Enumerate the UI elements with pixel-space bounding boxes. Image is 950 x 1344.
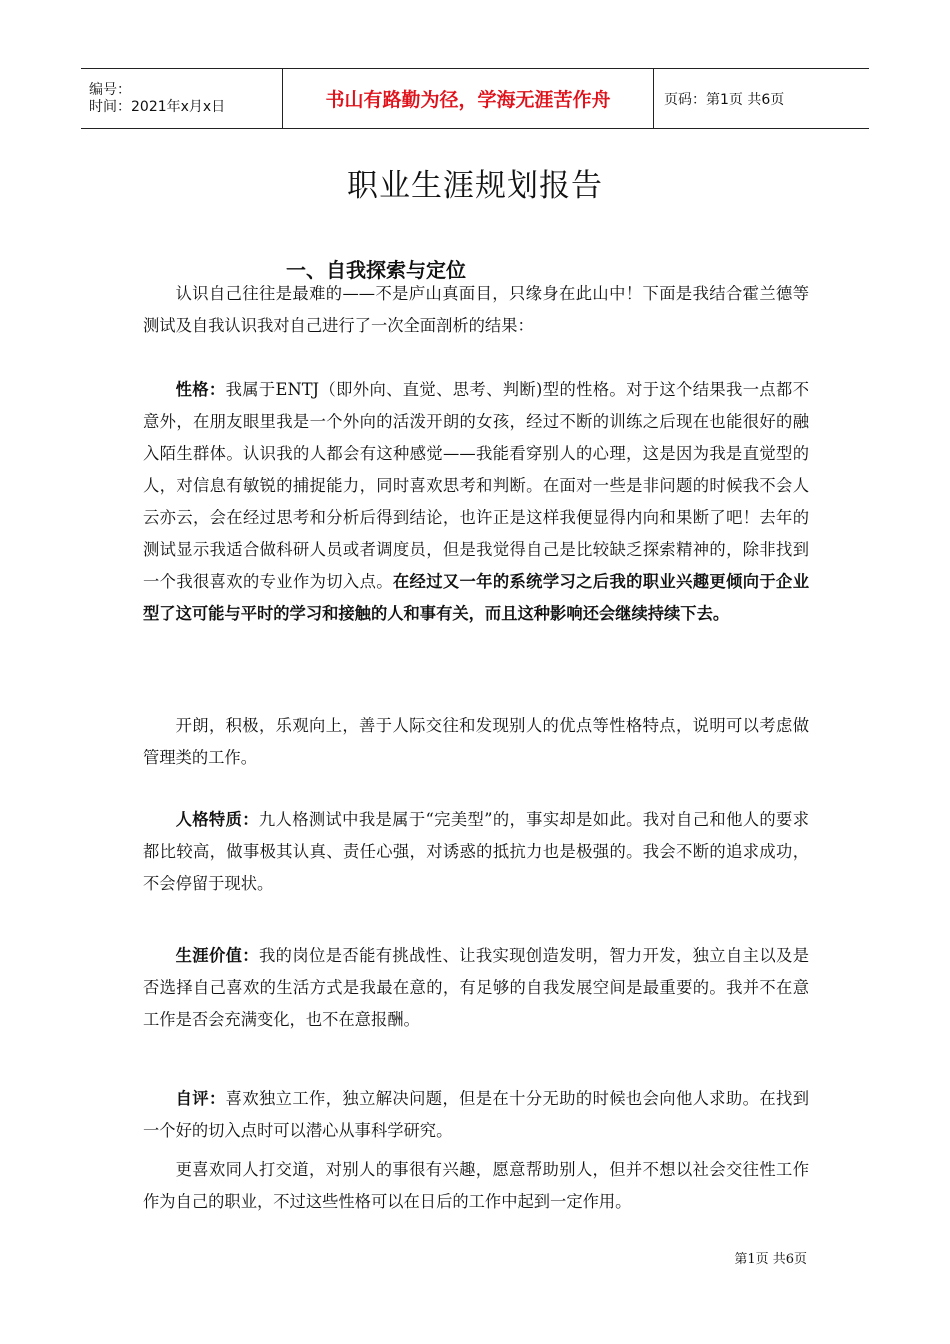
values-label: 生涯价值： <box>175 946 259 965</box>
character-label: 人格特质： <box>175 810 259 829</box>
document-title: 职业生涯规划报告 <box>347 168 603 204</box>
page-header <box>81 68 869 129</box>
header-page-number: 页码：第1页 共6页 <box>664 91 785 108</box>
character-paragraph: 人格特质：九人格测试中我是属于“完美型”的，事实却是如此。我对自己和他人的要求都比较高，做事极其认真、责任心强，对诱惑的抵抗力也是极强的。我会不断的追求成功，不会停留于现状。 <box>143 810 809 893</box>
personality-bold-text: 在经过又一年的系统学习之后我的职业兴趣更倾向于企业型了这可能与平时的学习和接触的人和事有关，而且这种影响还会继续持续下去。 <box>143 572 809 623</box>
intro-paragraph: 认识自己往往是最难的——不是庐山真面目，只缘身在此山中！下面是我结合霍兰德等测试及自我认识我对自己进行了一次全面剖析的结果： <box>143 284 809 335</box>
values-paragraph: 生涯价值：我的岗位是否能有挑战性、让我实现创造发明，智力开发，独立自主以及是否选择自己喜欢的生活方式是我最在意的，有足够的自我发展空间是最重要的。我并不在意工作是否会充满变化，也不在意报酬。 <box>143 946 809 1029</box>
header-motto: 书山有路勤为径，学海无涯苦作舟 <box>282 69 654 128</box>
self-evaluation-label: 自评： <box>175 1089 226 1108</box>
date-label: 时间：2021年x月x日 <box>89 98 226 115</box>
closing-paragraph: 更喜欢同人打交道，对别人的事很有兴趣，愿意帮助别人，但并不想以社会交往性工作作为自己的职业，不过这些性格可以在日后的工作中起到一定作用。 <box>143 1160 809 1211</box>
personality-label: 性格： <box>175 380 226 399</box>
personality-paragraph: 性格：我属于ENTJ（即外向、直觉、思考、判断)型的性格。对于这个结果我一点都不意外，在朋友眼里我是一个外向的活泼开朗的女孩，经过不断的训练之后现在也能很好的融入陌生群体。认识我的人都会有这种感觉——我能看穿别人的心理，这是因为我是直觉型的人，对信息有敏锐的捕捉能力，同时喜欢思考和判断。在面对一些是非问题的时候我不会人云亦云，会在经过思考和分析后得到结论，也许正是这样我便显得内向和果断了吧！去年的测试显示我适合做科研人员或者调度员，但是我觉得自己是比较缺乏探索精神的，除非找到一个我很喜欢的专业作为切入点。在经过又一年的系统学习之后我的职业兴趣更倾向于企业型了这可能与平时的学习和接触的人和事有关，而且这种影响还会继续持续下去。 <box>143 380 809 623</box>
traits-paragraph: 开朗，积极，乐观向上，善于人际交往和发现别人的优点等性格特点，说明可以考虑做管理类的工作。 <box>143 716 809 767</box>
header-meta <box>81 69 282 128</box>
self-evaluation-paragraph: 自评：喜欢独立工作，独立解决问题，但是在十分无助的时候也会向他人求助。在找到一个好的切入点时可以潜心从事科学研究。 <box>143 1089 809 1140</box>
section-heading: 一、自我探索与定位 <box>286 258 466 282</box>
number-label: 编号： <box>89 81 131 98</box>
footer-page-number: 第1页 共6页 <box>734 1252 807 1267</box>
